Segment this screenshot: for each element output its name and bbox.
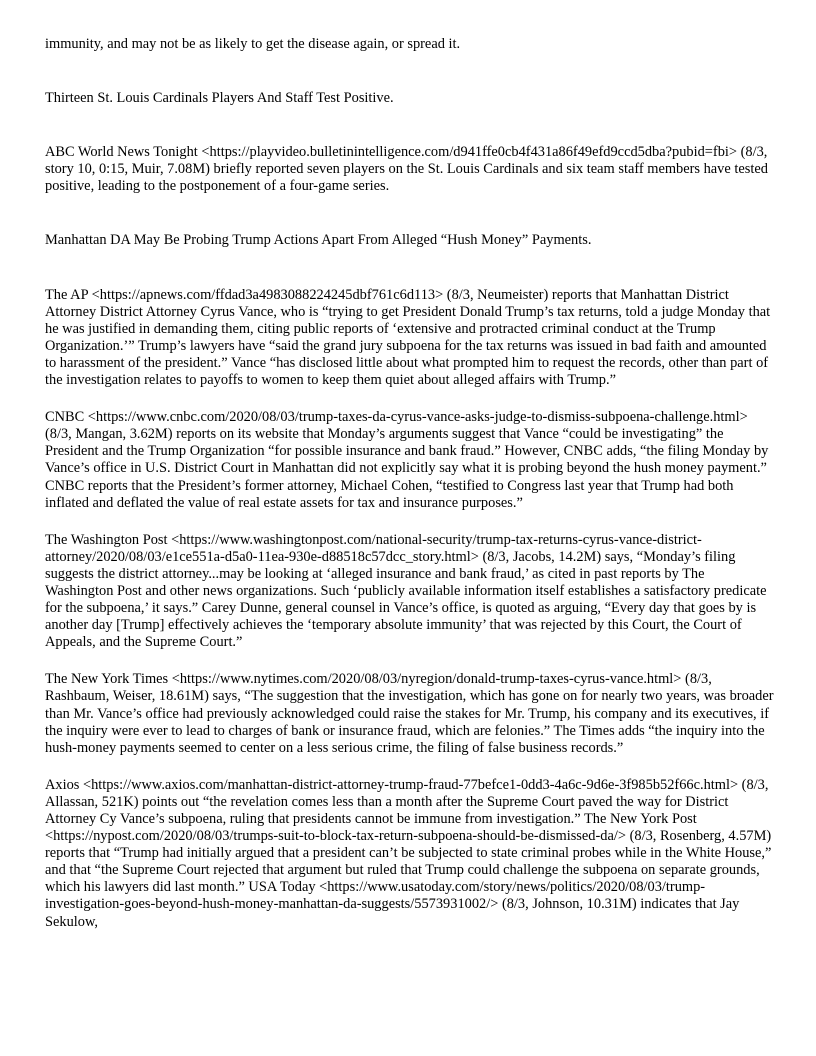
headline-manhattan-da: Manhattan DA May Be Probing Trump Actions Apart From Alleged “Hush Money” Payments. [45, 232, 592, 249]
paragraph-new-york-times: The New York Times <https://www.nytimes.com/2020/08/03/nyregion/donald-trump-taxes-cyrus-vance.html> (8/3, Rashbaum, Weiser, 18.61M) says, “The suggestion that the investigation, which has gone on for nearly two years, was broader than Mr. Vance’s office had previously acknowledged could raise the stakes for Mr. Trump, his company and its executives, if the inquiry were ever to lead to charges of bank or insurance fraud, which are felonies.” The Times adds “the inquiry into the hush-money payments seemed to center on a less serious crime, the filing of false business records.” [45, 671, 774, 756]
paragraph-continued: immunity, and may not be as likely to get the disease again, or spread it. [45, 36, 461, 52]
paragraph-ap: The AP <https://apnews.com/ffdad3a4983088224245dbf761c6d113> (8/3, Neumeister) reports that Manhattan District Attorney District Attorney Cyrus Vance, who is “trying to get President Donald Trump’s tax returns, told a judge Monday that he was justified in demanding them, citing public reports of ‘extensive and protracted criminal conduct at the Trump Organization.’” Trump’s lawyers have “said the grand jury subpoena for the tax returns was issued in bad faith and amounted to harassment of the president.” Vance “has disclosed little about what prompted him to request the records, other than part of the investigation relates to payoffs to women to keep them quiet about alleged affairs with Trump.” [45, 286, 771, 389]
paragraph-cnbc: CNBC <https://www.cnbc.com/2020/08/03/trump-taxes-da-cyrus-vance-asks-judge-to-dismiss-subpoena-challenge.html> (8/3, Mangan, 3.62M) reports on its website that Monday’s arguments suggest that Vance “could be investigating” the President and the Trump Organization “for possible insurance and bank fraud.” However, CNBC adds, “the filing Monday by Vance’s office in U.S. District Court in Manhattan did not explicitly say what it is probing beyond the hush money payment.” CNBC reports that the President’s former attorney, Michael Cohen, “testified to Congress last year that Trump had both inflated and deflated the value of real estate assets for tax and insurance purposes.” [45, 409, 769, 511]
paragraph-axios: Axios <https://www.axios.com/manhattan-district-attorney-trump-fraud-77befce1-0dd3-4a6c-9d6e-3f985b52f66c.html> (8/3, Allassan, 521K) points out “the revelation comes less than a month after the Supreme Court paved the way for District Attorney Cy Vance’s subpoena, ruling that presidents cannot be immune from investigation.” The New York Post <https://nypost.com/2020/08/03/trumps-suit-to-block-tax-return-subpoena-should-be-dismissed-da/> (8/3, Rosenberg, 4.57M) reports that “Trump had initially argued that a president can’t be subjected to state criminal probes while in the White House,” and that “the Supreme Court rejected that argument but ruled that Trump could challenge the subpoena on separate grounds, which his lawyers did last month.” USA Today <https://www.usatoday.com/story/news/politics/2020/08/03/trump-investigation-goes-beyond-hush-money-manhattan-da-suggests/5573931002/> (8/3, Johnson, 10.31M) indicates that Jay Sekulow, [45, 776, 772, 930]
headline-cardinals: Thirteen St. Louis Cardinals Players And Staff Test Positive. [45, 90, 394, 107]
paragraph-washington-post: The Washington Post <https://www.washingtonpost.com/national-security/trump-tax-returns-cyrus-vance-district-attorney/2020/08/03/e1ce551a-d5a0-11ea-930e-d88518c57dcc_story.html> (8/3, Jacobs, 14.2M) says, “Monday’s filing suggests the district attorney...may be looking at ‘alleged insurance and bank fraud,’ as cited in past reports by The Washington Post and other news organizations. Such ‘publicly available information itself establishes a satisfactory predicate for the subpoena,’ it says.” Carey Dunne, general counsel in Vance’s office, is quoted as arguing, “Every day that goes by is another day [Trump] effectively achieves the ‘temporary absolute immunity’ that was rejected by this Court, the Court of Appeals, and the Supreme Court.” [45, 531, 767, 651]
paragraph-abc-news: ABC World News Tonight <https://playvideo.bulletinintelligence.com/d941ffe0cb4f431a86f49efd9ccd5dba?pubid=fbi> (8/3, story 10, 0:15, Muir, 7.08M) briefly reported seven players on the St. Louis Cardinals and six team staff members have tested positive, leading to the postponement of a four-game series. [45, 144, 768, 195]
document-page [45, 36, 776, 931]
